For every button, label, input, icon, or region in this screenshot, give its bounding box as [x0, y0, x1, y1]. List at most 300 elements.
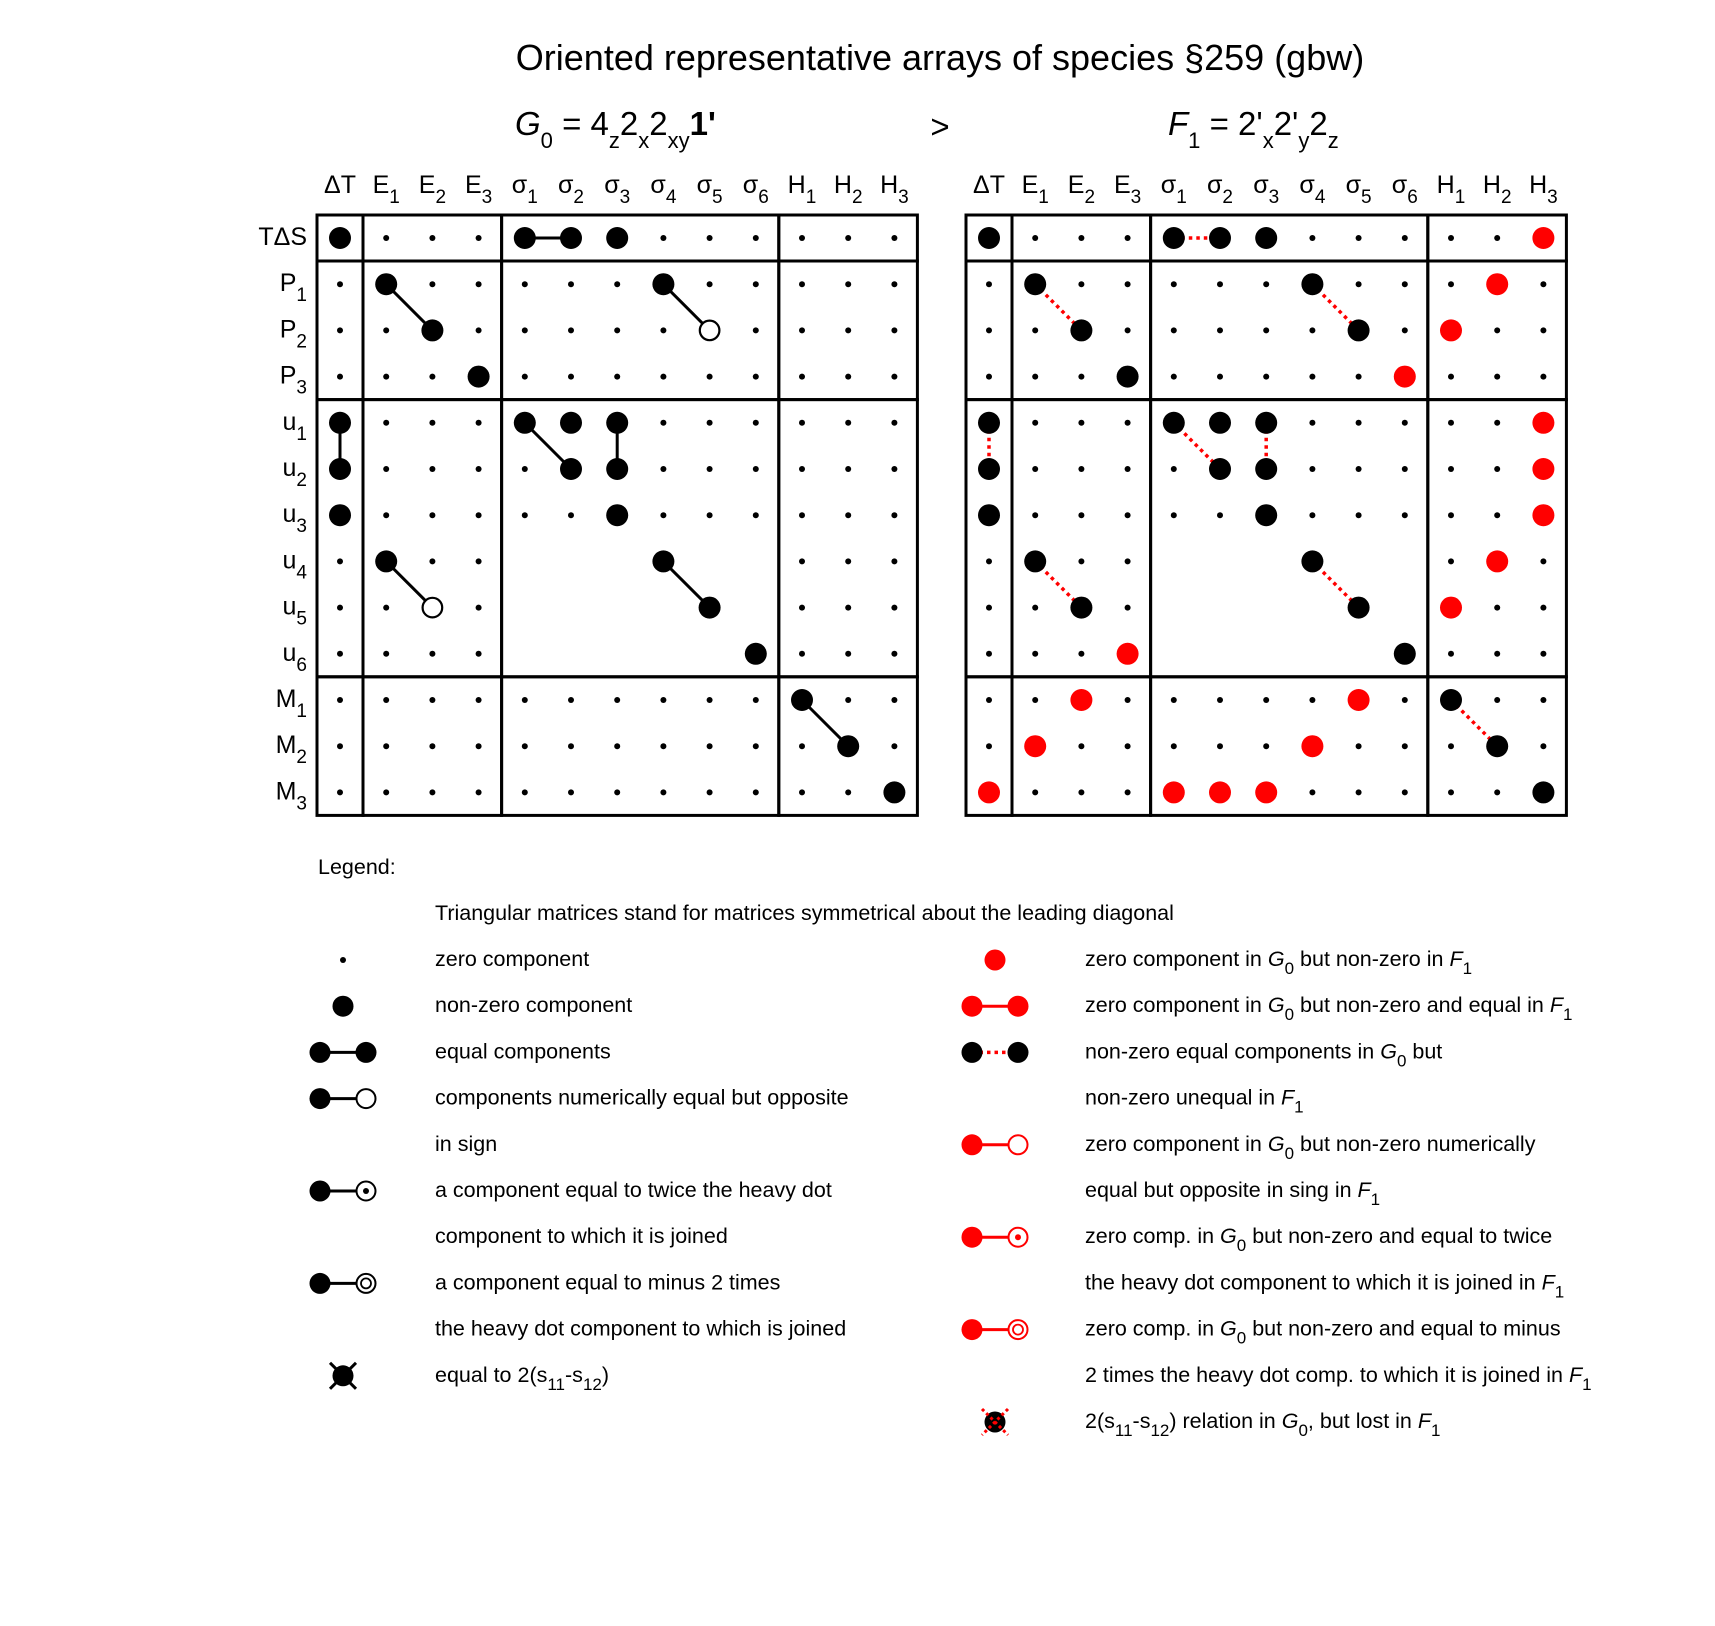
zero-component-dot	[429, 558, 435, 564]
zero-component-dot	[891, 512, 897, 518]
legend-heavy-dot	[310, 1181, 331, 1202]
zero-component-dot	[660, 235, 666, 241]
nonzero-component-dot	[978, 412, 1000, 434]
zero-component-dot	[1171, 281, 1177, 287]
row-header: $u_5$	[282, 592, 307, 630]
column-header: $H_1$	[1436, 171, 1466, 208]
zero-component-dot	[1078, 374, 1084, 380]
column-header: $\sigma_1$	[1160, 171, 1187, 208]
zero-component-dot	[799, 466, 805, 472]
zero-component-dot	[1402, 420, 1408, 426]
nonzero-component-dot	[1255, 458, 1277, 480]
nonzero-component-dot	[606, 504, 628, 526]
column-header: $\sigma_1$	[511, 171, 538, 208]
nonzero-component-dot	[375, 273, 397, 295]
zero-component-dot	[1494, 466, 1500, 472]
zero-component-dot	[476, 466, 482, 472]
zero-component-dot	[1540, 697, 1546, 703]
zero-component-dot	[429, 743, 435, 749]
column-header: $\sigma_2$	[557, 171, 585, 208]
matrix-block	[779, 400, 918, 677]
zero-component-dot	[1171, 512, 1177, 518]
matrix-G0	[258, 171, 917, 815]
nonzero-component-dot	[606, 458, 628, 480]
zero-component-dot	[614, 374, 620, 380]
zero-component-dot	[845, 558, 851, 564]
new-nonzero-dot	[1348, 689, 1370, 711]
column-header: $E_2$	[418, 171, 447, 208]
legend-text: the heavy dot component to which it is joined in $F_1$	[1085, 1270, 1565, 1302]
zero-component-dot	[476, 697, 482, 703]
row-header: $u_6$	[282, 638, 307, 676]
legend-text: a component equal to minus 2 times	[435, 1270, 781, 1295]
zero-component-dot	[891, 558, 897, 564]
row-header: $M_3$	[275, 777, 307, 815]
legend-small-dot	[340, 957, 346, 963]
zero-component-dot	[707, 789, 713, 795]
legend-heavy-dot	[310, 1273, 331, 1294]
nonzero-component-dot	[1070, 597, 1092, 619]
zero-component-dot	[1448, 743, 1454, 749]
zero-component-dot	[1309, 789, 1315, 795]
nonzero-component-dot	[1209, 227, 1231, 249]
matrix-block	[502, 677, 779, 816]
new-nonzero-dot	[1163, 781, 1185, 803]
column-header: $E_3$	[1113, 171, 1142, 208]
nonzero-component-dot	[329, 504, 351, 526]
legend-red-dot	[985, 950, 1006, 971]
legend-open-dot	[1009, 1135, 1028, 1154]
zero-component-dot	[707, 697, 713, 703]
legend-heavy-dot	[962, 1227, 983, 1248]
new-nonzero-dot	[1209, 781, 1231, 803]
zero-component-dot	[799, 327, 805, 333]
zero-component-dot	[1356, 512, 1362, 518]
zero-component-dot	[614, 743, 620, 749]
nonzero-component-dot	[1255, 412, 1277, 434]
nonzero-component-dot	[837, 735, 859, 757]
zero-component-dot	[476, 512, 482, 518]
legend-heavy-dot	[1008, 1042, 1029, 1063]
zero-component-dot	[1356, 789, 1362, 795]
opposite-sign-dot	[423, 598, 443, 618]
zero-component-dot	[1217, 697, 1223, 703]
zero-component-dot	[707, 235, 713, 241]
legend-text: 2 times the heavy dot comp. to which it is joined in $F_1$	[1085, 1362, 1592, 1394]
legend-text: components numerically equal but opposite	[435, 1085, 849, 1110]
nonzero-component-dot	[1024, 273, 1046, 295]
zero-component-dot	[753, 512, 759, 518]
nonzero-component-dot	[1486, 735, 1508, 757]
zero-component-dot	[1125, 281, 1131, 287]
zero-component-dot	[1032, 466, 1038, 472]
zero-component-dot	[1078, 281, 1084, 287]
nonzero-component-dot	[1301, 273, 1323, 295]
zero-component-dot	[429, 466, 435, 472]
zero-component-dot	[614, 789, 620, 795]
zero-component-dot	[891, 420, 897, 426]
zero-component-dot	[1078, 789, 1084, 795]
legend-center-dot	[363, 1188, 369, 1194]
zero-component-dot	[1078, 558, 1084, 564]
zero-component-dot	[568, 743, 574, 749]
column-header: $\sigma_5$	[696, 171, 723, 208]
zero-component-dot	[1032, 789, 1038, 795]
zero-component-dot	[522, 327, 528, 333]
zero-component-dot	[891, 605, 897, 611]
zero-component-dot	[1032, 697, 1038, 703]
nonzero-component-dot	[883, 781, 905, 803]
nonzero-component-dot	[1163, 227, 1185, 249]
zero-component-dot	[1356, 235, 1362, 241]
zero-component-dot	[845, 605, 851, 611]
nonzero-component-dot	[1532, 781, 1554, 803]
zero-component-dot	[429, 697, 435, 703]
zero-component-dot	[799, 789, 805, 795]
zero-component-dot	[476, 281, 482, 287]
nonzero-component-dot	[1163, 412, 1185, 434]
legend-entry-red-twice-pair	[962, 1224, 1565, 1301]
nonzero-component-dot	[978, 504, 1000, 526]
column-header: ΔT	[973, 171, 1005, 199]
nonzero-component-dot	[791, 689, 813, 711]
column-header: $H_1$	[787, 171, 817, 208]
zero-component-dot	[660, 327, 666, 333]
nonzero-component-dot	[1070, 319, 1092, 341]
zero-component-dot	[845, 420, 851, 426]
legend-entry-twice-pair	[310, 1178, 832, 1248]
zero-component-dot	[383, 605, 389, 611]
zero-component-dot	[1263, 743, 1269, 749]
zero-component-dot	[476, 235, 482, 241]
zero-component-dot	[986, 697, 992, 703]
zero-component-dot	[1448, 420, 1454, 426]
nonzero-component-dot	[606, 227, 628, 249]
zero-component-dot	[1078, 651, 1084, 657]
zero-component-dot	[1494, 789, 1500, 795]
legend-text: equal components	[435, 1039, 611, 1064]
zero-component-dot	[799, 281, 805, 287]
zero-component-dot	[753, 789, 759, 795]
column-header: $H_2$	[1482, 171, 1512, 208]
nonzero-component-dot	[329, 458, 351, 480]
zero-component-dot	[660, 466, 666, 472]
nonzero-component-dot	[468, 366, 490, 388]
zero-component-dot	[891, 466, 897, 472]
zero-component-dot	[986, 327, 992, 333]
zero-component-dot	[1402, 327, 1408, 333]
zero-component-dot	[337, 281, 343, 287]
nonzero-component-dot	[1394, 643, 1416, 665]
zero-component-dot	[1356, 281, 1362, 287]
legend-text: equal but opposite in sing in $F_1$	[1085, 1178, 1381, 1209]
nonzero-component-dot	[329, 412, 351, 434]
zero-component-dot	[522, 466, 528, 472]
zero-component-dot	[1217, 327, 1223, 333]
zero-component-dot	[1078, 743, 1084, 749]
legend-note: Triangular matrices stand for matrices symmetrical about the leading diagonal	[435, 901, 1174, 925]
zero-component-dot	[337, 374, 343, 380]
row-header: $u_3$	[282, 500, 307, 538]
row-header: $P_3$	[279, 361, 307, 399]
zero-component-dot	[614, 281, 620, 287]
zero-component-dot	[476, 743, 482, 749]
zero-component-dot	[1356, 374, 1362, 380]
zero-component-dot	[891, 374, 897, 380]
zero-component-dot	[522, 512, 528, 518]
zero-component-dot	[660, 697, 666, 703]
zero-component-dot	[845, 374, 851, 380]
zero-component-dot	[845, 512, 851, 518]
zero-component-dot	[522, 697, 528, 703]
legend-entry-opposite-pair	[310, 1086, 849, 1156]
zero-component-dot	[568, 512, 574, 518]
zero-component-dot	[1217, 281, 1223, 287]
zero-component-dot	[707, 466, 713, 472]
legend-entry-heavy-dot	[333, 993, 633, 1017]
legend-text: in sign	[435, 1131, 498, 1156]
zero-component-dot	[986, 743, 992, 749]
zero-component-dot	[1032, 605, 1038, 611]
legend-text: component to which it is joined	[435, 1224, 728, 1249]
new-nonzero-dot	[1117, 643, 1139, 665]
zero-component-dot	[799, 420, 805, 426]
column-header: $E_1$	[1021, 171, 1049, 208]
legend-entry-dotted-pair	[962, 1039, 1443, 1116]
zero-component-dot	[383, 697, 389, 703]
column-header: $\sigma_4$	[650, 171, 677, 208]
legend-text: zero component in $G_0$ but non-zero in $F_1$	[1085, 947, 1473, 978]
legend-entry-small-dot	[340, 947, 589, 971]
nonzero-component-dot	[1209, 458, 1231, 480]
zero-component-dot	[707, 743, 713, 749]
matrix-F1	[966, 171, 1566, 815]
zero-component-dot	[1402, 697, 1408, 703]
legend-heavy-dot	[962, 1319, 983, 1340]
column-header: $H_3$	[1529, 171, 1558, 208]
matrix-block	[1012, 400, 1151, 677]
zero-component-dot	[1309, 235, 1315, 241]
nonzero-component-dot	[514, 412, 536, 434]
zero-component-dot	[1448, 374, 1454, 380]
nonzero-component-dot	[1440, 689, 1462, 711]
zero-component-dot	[1263, 697, 1269, 703]
zero-component-dot	[383, 420, 389, 426]
legend-entry-red-pair	[962, 993, 1573, 1024]
zero-component-dot	[1494, 512, 1500, 518]
zero-component-dot	[429, 512, 435, 518]
zero-component-dot	[891, 281, 897, 287]
zero-component-dot	[1402, 466, 1408, 472]
zero-component-dot	[986, 374, 992, 380]
matrix-block	[502, 261, 779, 400]
subgroup-relation-symbol: >	[930, 108, 950, 145]
nonzero-component-dot	[560, 458, 582, 480]
column-header: $E_3$	[464, 171, 493, 208]
zero-component-dot	[337, 789, 343, 795]
nonzero-component-dot	[1255, 227, 1277, 249]
new-nonzero-dot	[1440, 319, 1462, 341]
zero-component-dot	[568, 697, 574, 703]
legend-open-dot	[1009, 1320, 1028, 1339]
legend-heavy-dot	[356, 1042, 377, 1063]
legend-entry-red-opposite-pair	[962, 1132, 1536, 1209]
zero-component-dot	[1309, 512, 1315, 518]
column-header: $E_2$	[1067, 171, 1096, 208]
column-header: $H_3$	[880, 171, 909, 208]
zero-component-dot	[614, 697, 620, 703]
legend-open-dot	[357, 1089, 376, 1108]
zero-component-dot	[1356, 466, 1362, 472]
zero-component-dot	[383, 327, 389, 333]
zero-component-dot	[429, 235, 435, 241]
zero-component-dot	[568, 789, 574, 795]
zero-component-dot	[476, 789, 482, 795]
matrix-block	[1151, 677, 1428, 816]
nonzero-component-dot	[606, 412, 628, 434]
column-header: $\sigma_6$	[1391, 171, 1418, 208]
zero-component-dot	[753, 420, 759, 426]
zero-component-dot	[476, 420, 482, 426]
zero-component-dot	[1356, 743, 1362, 749]
zero-component-dot	[522, 743, 528, 749]
nonzero-component-dot	[1117, 366, 1139, 388]
matrix-block	[1428, 400, 1567, 677]
zero-component-dot	[1540, 651, 1546, 657]
zero-component-dot	[660, 512, 666, 518]
zero-component-dot	[660, 374, 666, 380]
zero-component-dot	[1540, 327, 1546, 333]
zero-component-dot	[1125, 743, 1131, 749]
zero-component-dot	[1402, 512, 1408, 518]
row-header: $u_1$	[282, 407, 307, 445]
zero-component-dot	[799, 743, 805, 749]
new-nonzero-dot	[1024, 735, 1046, 757]
zero-component-dot	[429, 281, 435, 287]
zero-component-dot	[1217, 512, 1223, 518]
zero-component-dot	[522, 281, 528, 287]
zero-component-dot	[1125, 512, 1131, 518]
nonzero-component-dot	[421, 319, 443, 341]
opposite-sign-dot	[700, 321, 720, 341]
zero-component-dot	[429, 374, 435, 380]
zero-component-dot	[845, 235, 851, 241]
new-nonzero-dot	[1301, 735, 1323, 757]
zero-component-dot	[707, 281, 713, 287]
zero-component-dot	[383, 512, 389, 518]
zero-component-dot	[522, 374, 528, 380]
zero-component-dot	[1448, 789, 1454, 795]
zero-component-dot	[753, 327, 759, 333]
matrix-block	[363, 400, 502, 677]
zero-component-dot	[1309, 374, 1315, 380]
row-header: $M_1$	[275, 685, 307, 722]
zero-component-dot	[1263, 281, 1269, 287]
row-header: TΔS	[258, 223, 307, 251]
zero-component-dot	[1125, 605, 1131, 611]
zero-component-dot	[753, 743, 759, 749]
zero-component-dot	[845, 789, 851, 795]
nonzero-component-dot	[745, 643, 767, 665]
nonzero-component-dot	[560, 412, 582, 434]
zero-component-dot	[476, 558, 482, 564]
nonzero-component-dot	[1348, 319, 1370, 341]
zero-component-dot	[429, 651, 435, 657]
legend-entry-red-crossed-dot	[982, 1409, 1440, 1440]
zero-component-dot	[1448, 235, 1454, 241]
legend-heavy-dot	[310, 1042, 331, 1063]
zero-component-dot	[1540, 743, 1546, 749]
zero-component-dot	[429, 789, 435, 795]
zero-component-dot	[1263, 327, 1269, 333]
legend-heavy-dot	[962, 1134, 983, 1155]
legend-text: equal to $2(s_{11}-s_{12})$	[435, 1362, 610, 1394]
zero-component-dot	[383, 374, 389, 380]
zero-component-dot	[1125, 466, 1131, 472]
zero-component-dot	[1032, 512, 1038, 518]
zero-component-dot	[1032, 420, 1038, 426]
zero-component-dot	[986, 281, 992, 287]
zero-component-dot	[891, 327, 897, 333]
zero-component-dot	[1078, 420, 1084, 426]
nonzero-component-dot	[652, 550, 674, 572]
legend-entry-equal-pair	[310, 1039, 611, 1063]
legend-entry-red-minus-twice-pair	[962, 1317, 1592, 1394]
zero-component-dot	[1448, 466, 1454, 472]
zero-component-dot	[1494, 651, 1500, 657]
zero-component-dot	[660, 743, 666, 749]
zero-component-dot	[568, 327, 574, 333]
legend-open-dot	[357, 1274, 376, 1293]
nonzero-component-dot	[1301, 550, 1323, 572]
legend-text: zero comp. in $G_0$ but non-zero and equal to minus	[1085, 1316, 1561, 1348]
legend-center-dot	[1015, 1234, 1021, 1240]
zero-component-dot	[1540, 281, 1546, 287]
zero-component-dot	[660, 789, 666, 795]
zero-component-dot	[383, 789, 389, 795]
zero-component-dot	[1171, 743, 1177, 749]
zero-component-dot	[1078, 512, 1084, 518]
parent-group-symbol: $G_0 = 4_z2_x2_{xy}1'$	[515, 105, 716, 153]
new-nonzero-dot	[1532, 412, 1554, 434]
zero-component-dot	[1540, 605, 1546, 611]
zero-component-dot	[1494, 605, 1500, 611]
zero-component-dot	[1402, 281, 1408, 287]
zero-component-dot	[1125, 789, 1131, 795]
column-header: $\sigma_3$	[1253, 171, 1280, 208]
legend-text: a component equal to twice the heavy dot	[435, 1178, 832, 1202]
zero-component-dot	[1032, 327, 1038, 333]
row-header: $P_2$	[279, 315, 307, 353]
zero-component-dot	[1171, 374, 1177, 380]
zero-component-dot	[1032, 651, 1038, 657]
zero-component-dot	[1309, 327, 1315, 333]
zero-component-dot	[1078, 466, 1084, 472]
zero-component-dot	[476, 651, 482, 657]
zero-component-dot	[845, 466, 851, 472]
zero-component-dot	[799, 651, 805, 657]
zero-component-dot	[1448, 281, 1454, 287]
zero-component-dot	[1171, 466, 1177, 472]
zero-component-dot	[753, 374, 759, 380]
zero-component-dot	[1402, 789, 1408, 795]
legend-text: zero component in $G_0$ but non-zero numerically	[1085, 1131, 1536, 1163]
legend-text: non-zero equal components in $G_0$ but	[1085, 1039, 1443, 1071]
nonzero-component-dot	[1348, 597, 1370, 619]
nonzero-component-dot	[329, 227, 351, 249]
legend-text: zero component in $G_0$ but non-zero and equal in $F_1$	[1085, 993, 1573, 1025]
new-nonzero-dot	[1070, 689, 1092, 711]
